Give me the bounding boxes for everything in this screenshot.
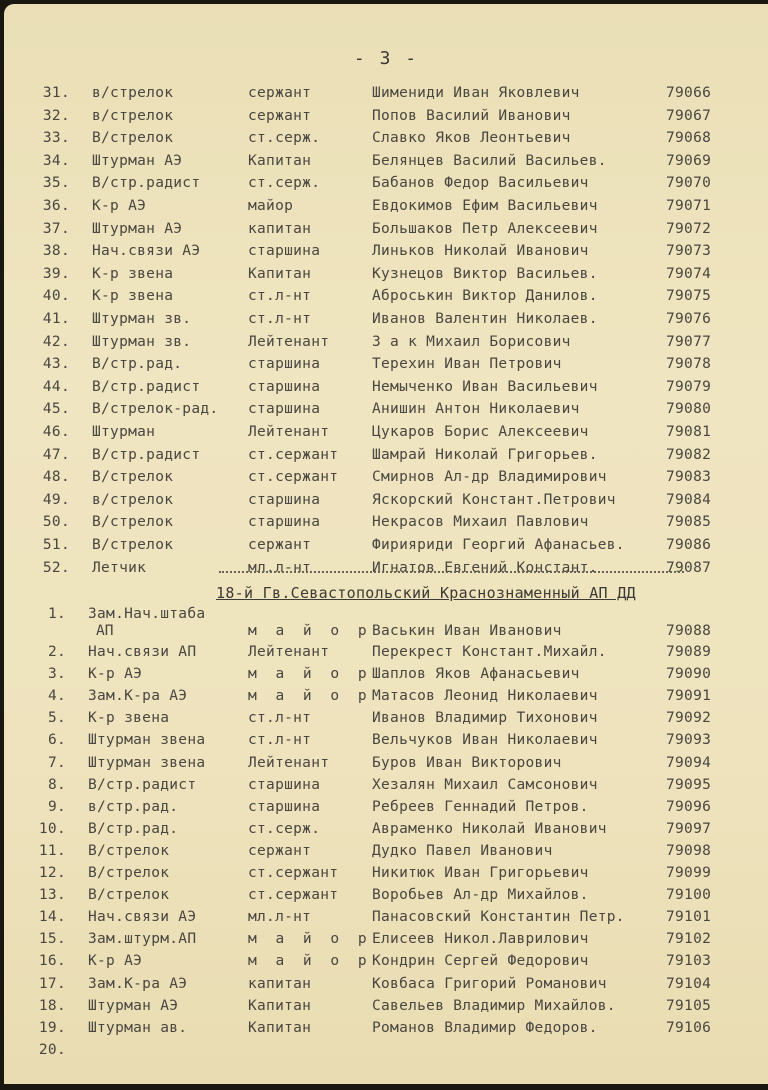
table-row — [4, 819, 768, 840]
full-name: Большаков Петр Алексеевич — [372, 220, 598, 237]
record-id: 79074 — [666, 265, 712, 282]
row-number: 33. — [42, 130, 70, 147]
table-row — [4, 753, 768, 774]
position: В/стр.радист — [92, 378, 201, 395]
position: Штурман АЭ — [88, 997, 179, 1014]
record-id: 79085 — [666, 514, 712, 531]
record-id: 79082 — [666, 446, 712, 463]
table-row — [4, 996, 768, 1017]
full-name: Ковбаса Григорий Романович — [372, 975, 607, 992]
record-id: 79088 — [666, 623, 712, 639]
full-name: Иванов Валентин Николаев. — [372, 311, 598, 327]
record-id: 79099 — [666, 865, 712, 881]
table-row — [4, 196, 768, 217]
position: К-р АЭ — [88, 666, 143, 683]
record-id: 79103 — [666, 953, 712, 970]
record-id: 79097 — [666, 820, 712, 837]
row-number: 5. — [47, 710, 66, 727]
full-name: Шамрай Николай Григорьев. — [372, 446, 598, 463]
full-name: Воробьев Ал-др Михайлов. — [372, 887, 589, 904]
position: в/стр.рад. — [88, 798, 179, 815]
full-name: Бабанов Федор Васильевич — [372, 175, 589, 192]
record-id: 79100 — [666, 887, 712, 904]
record-id: 79105 — [666, 997, 712, 1014]
row-number: 48. — [42, 469, 70, 486]
position: Зам.К-ра АЭ — [88, 975, 188, 992]
position: В/стр.радист — [92, 446, 201, 463]
position: К-р звена — [92, 288, 174, 305]
rank: Капитан — [248, 1019, 312, 1036]
table-row — [4, 797, 768, 818]
table-row — [4, 286, 768, 307]
position: Штурман зв. — [92, 311, 192, 327]
record-id: 79090 — [666, 666, 712, 683]
rank: ст.серж. — [248, 820, 321, 837]
row-number: 7. — [47, 754, 66, 771]
full-name: Романов Владимир Федоров. — [372, 1019, 598, 1036]
position: в/стрелок — [92, 107, 174, 124]
position: Нач.связи АП — [88, 644, 197, 660]
full-name: Панасовский Константин Петр. — [372, 909, 625, 926]
position: в/стрелок — [92, 491, 174, 508]
position: Штурман ав. — [88, 1019, 188, 1036]
record-id: 79098 — [666, 842, 712, 859]
position: В/стрелок — [92, 130, 174, 147]
row-number: 20. — [38, 1041, 66, 1058]
page-number: - 3 - — [353, 48, 419, 69]
full-name: З а к Михаил Борисович — [372, 333, 571, 350]
rank: ст.сержант — [248, 865, 339, 881]
record-id: 79091 — [666, 688, 712, 705]
record-id: 79067 — [666, 107, 712, 124]
rank: Лейтенант — [248, 333, 330, 350]
full-name: Славко Яков Леонтьевич — [372, 130, 571, 147]
row-number: 40. — [42, 288, 70, 305]
rank: м а й о р — [248, 688, 372, 705]
rank: старшина — [248, 514, 321, 531]
record-id: 79075 — [666, 288, 712, 305]
table-row — [4, 467, 768, 488]
position: В/стрелок — [88, 887, 170, 904]
table-row — [4, 264, 768, 285]
row-number: 37. — [42, 220, 70, 237]
rank: мл.л-нт — [248, 909, 312, 926]
position: Нач.связи АЭ — [88, 909, 197, 926]
rank: сержант — [248, 107, 312, 124]
rank: ст.сержант — [248, 887, 339, 904]
full-name: Смирнов Ал-др Владимирович — [372, 469, 607, 486]
row-number: 32. — [42, 107, 70, 124]
position: В/стрелок — [92, 514, 174, 531]
row-number: 38. — [42, 243, 70, 260]
position: Штурман — [92, 424, 156, 440]
row-number: 41. — [42, 311, 70, 327]
full-name: Ребреев Геннадий Петров. — [372, 798, 589, 815]
rank: старшина — [248, 491, 321, 508]
row-number: 42. — [42, 333, 70, 350]
record-id: 79093 — [666, 732, 712, 749]
row-number: 52. — [42, 559, 70, 576]
full-name: Елисеев Никол.Лаврилович — [372, 931, 589, 948]
position: в/стрелок — [92, 85, 174, 101]
table-row — [4, 219, 768, 240]
position: В/стр.рад. — [92, 356, 183, 373]
full-name: Матасов Леонид Николаевич — [372, 688, 598, 705]
table-row — [4, 1040, 768, 1061]
rank: Капитан — [248, 997, 312, 1014]
rank: старшина — [248, 776, 321, 793]
rank: Лейтенант — [248, 644, 330, 660]
row-number: 18. — [38, 997, 66, 1014]
row-number: 34. — [42, 152, 70, 169]
rank: м а й о р — [248, 953, 372, 970]
row-number: 15. — [38, 931, 66, 948]
table-row — [4, 664, 768, 685]
position: Нач.связи АЭ — [92, 243, 201, 260]
record-id: 79089 — [666, 644, 712, 660]
table-row — [4, 885, 768, 906]
full-name: Яскорский Констант.Петрович — [372, 491, 616, 508]
full-name: Кондрин Сергей Федорович — [372, 953, 589, 970]
record-id: 79102 — [666, 931, 712, 948]
record-id: 79076 — [666, 311, 712, 327]
full-name: Кузнецов Виктор Васильев. — [372, 265, 598, 282]
rank: сержант — [248, 842, 312, 859]
record-id: 79094 — [666, 754, 712, 771]
full-name: Хезалян Михаил Самсонович — [372, 776, 598, 793]
table-row — [4, 775, 768, 796]
record-id: 79068 — [666, 130, 712, 147]
rank: Лейтенант — [248, 424, 330, 440]
record-id: 79083 — [666, 469, 712, 486]
row-number: 47. — [42, 446, 70, 463]
table-row — [4, 841, 768, 862]
record-id: 79106 — [666, 1019, 712, 1036]
table-row — [4, 512, 768, 533]
table-row — [4, 83, 768, 104]
row-number: 10. — [38, 820, 66, 837]
row-number: 2. — [47, 644, 66, 660]
position: В/стрелок — [92, 537, 174, 553]
rank: старшина — [248, 378, 321, 395]
table-row — [4, 106, 768, 127]
record-id: 79073 — [666, 243, 712, 260]
full-name: Савельев Владимир Михайлов. — [372, 997, 616, 1014]
row-number: 46. — [42, 424, 70, 440]
table-row — [4, 558, 768, 579]
position: Зам.К-ра АЭ — [88, 688, 188, 705]
rank: м а й о р — [248, 931, 372, 948]
table-row — [4, 332, 768, 353]
full-name: Вельчуков Иван Николаевич — [372, 732, 598, 749]
rank: Капитан — [248, 265, 312, 282]
table-row — [4, 974, 768, 995]
table-row — [4, 730, 768, 751]
row-number: 13. — [38, 887, 66, 904]
table-row — [4, 863, 768, 884]
row-number: 36. — [42, 198, 70, 214]
row-number: 11. — [38, 842, 66, 859]
row-number: 35. — [42, 175, 70, 192]
row-number: 19. — [38, 1019, 66, 1036]
full-name: Шимениди Иван Яковлевич — [372, 85, 580, 101]
rank: старшина — [248, 243, 321, 260]
row-number: 51. — [42, 537, 70, 553]
position: В/стр.радист — [92, 175, 201, 192]
row-number: 16. — [38, 953, 66, 970]
rank: ст.серж. — [248, 130, 321, 147]
table-row — [4, 241, 768, 262]
full-name: Фирияриди Георгий Афанасьев. — [372, 537, 625, 553]
full-name: Авраменко Николай Иванович — [372, 820, 607, 837]
row-number: 45. — [42, 401, 70, 418]
record-id: 79070 — [666, 175, 712, 192]
record-id: 79086 — [666, 537, 712, 553]
table-row — [4, 686, 768, 707]
row-number: 1. — [47, 606, 66, 622]
full-name: Евдокимов Ефим Васильевич — [372, 198, 598, 214]
full-name: Линьков Николай Иванович — [372, 243, 589, 260]
position-continuation: АП — [96, 623, 114, 639]
position: К-р АЭ — [88, 953, 143, 970]
rank: м а й о р — [248, 623, 372, 639]
row-number: 17. — [38, 975, 66, 992]
table-row — [4, 445, 768, 466]
position: В/стр.радист — [88, 776, 197, 793]
record-id: 79087 — [666, 559, 712, 576]
position: Зам.штурм.АП — [88, 931, 197, 948]
record-id: 79104 — [666, 975, 712, 992]
full-name: Буров Иван Викторович — [372, 754, 562, 771]
full-name: Шаплов Яков Афанасьевич — [372, 666, 580, 683]
full-name: Анишин Антон Николаевич — [372, 401, 580, 418]
record-id: 79101 — [666, 909, 712, 926]
table-row — [4, 642, 768, 663]
table-row — [4, 399, 768, 420]
rank: ст.л-нт — [248, 311, 312, 327]
rank: ст.л-нт — [248, 288, 312, 305]
rank: сержант — [248, 537, 312, 553]
position: К-р АЭ — [92, 198, 147, 214]
record-id: 79095 — [666, 776, 712, 793]
position: К-р звена — [88, 710, 170, 727]
rank: майор — [248, 198, 294, 214]
table-row — [4, 535, 768, 556]
row-number: 14. — [38, 909, 66, 926]
record-id: 79077 — [666, 333, 712, 350]
row-number: 31. — [42, 85, 70, 101]
table-row — [4, 907, 768, 928]
position: К-р звена — [92, 265, 174, 282]
row-number: 3. — [47, 666, 66, 683]
full-name: Аброськин Виктор Данилов. — [372, 288, 598, 305]
rank: Капитан — [248, 152, 312, 169]
table-row — [4, 309, 768, 330]
full-name: Терехин Иван Петрович — [372, 356, 562, 373]
position: В/стрелок — [88, 842, 170, 859]
position: В/стр.рад. — [88, 820, 179, 837]
rank: ст.л-нт — [248, 710, 312, 727]
rank: капитан — [248, 220, 312, 237]
section-2-title: 18-й Гв.Севастопольский Краснознаменный АП ДД — [216, 584, 636, 602]
record-id: 79079 — [666, 378, 712, 395]
table-row — [4, 151, 768, 172]
rank: старшина — [248, 356, 321, 373]
table-row — [4, 1018, 768, 1039]
record-id: 79078 — [666, 356, 712, 373]
row-number: 8. — [47, 776, 66, 793]
rank: мл.л-нт — [248, 559, 312, 576]
record-id: 79092 — [666, 710, 712, 727]
rank: капитан — [248, 975, 312, 992]
rank: ст.л-нт — [248, 732, 312, 749]
document-page — [4, 4, 768, 1084]
rank: ст.сержант — [248, 446, 339, 463]
record-id: 79071 — [666, 198, 712, 214]
full-name: Перекрест Констант.Михайл. — [372, 644, 607, 660]
position: Штурман звена — [88, 732, 206, 749]
table-row — [4, 490, 768, 511]
full-name: Иванов Владимир Тихонович — [372, 710, 598, 727]
position: Штурман АЭ — [92, 220, 183, 237]
position: Штурман зв. — [92, 333, 192, 350]
record-id: 79096 — [666, 798, 712, 815]
full-name: Дудко Павел Иванович — [372, 842, 553, 859]
section-divider — [219, 571, 684, 573]
row-number: 12. — [38, 865, 66, 881]
row-number: 6. — [47, 732, 66, 749]
table-row — [4, 708, 768, 729]
row-number: 49. — [42, 491, 70, 508]
full-name: Белянцев Василий Васильев. — [372, 152, 607, 169]
position: Летчик — [92, 559, 147, 576]
record-id: 79084 — [666, 491, 712, 508]
row-number: 39. — [42, 265, 70, 282]
table-row — [4, 377, 768, 398]
record-id: 79069 — [666, 152, 712, 169]
record-id: 79081 — [666, 424, 712, 440]
record-id: 79080 — [666, 401, 712, 418]
table-row — [4, 354, 768, 375]
table-row — [4, 173, 768, 194]
row-number: 44. — [42, 378, 70, 395]
rank: старшина — [248, 401, 321, 418]
record-id: 79066 — [666, 85, 712, 101]
position: Штурман АЭ — [92, 152, 183, 169]
full-name: Цукаров Борис Алексеевич — [372, 424, 589, 440]
full-name: Некрасов Михаил Павлович — [372, 514, 589, 531]
position: В/стрелок-рад. — [92, 401, 219, 418]
rank: сержант — [248, 85, 312, 101]
rank: Лейтенант — [248, 754, 330, 771]
position: Зам.Нач.штаба — [88, 606, 206, 622]
rank: ст.сержант — [248, 469, 339, 486]
full-name: Немыченко Иван Васильевич — [372, 378, 598, 395]
full-name: Никитюк Иван Григорьевич — [372, 865, 589, 881]
table-row — [4, 128, 768, 149]
table-row — [4, 422, 768, 443]
row-number: 4. — [47, 688, 66, 705]
row-number: 9. — [47, 798, 66, 815]
full-name: Игнатов Евгений Констант. — [372, 559, 598, 576]
table-row — [4, 929, 768, 950]
full-name: Васькин Иван Иванович — [372, 623, 562, 639]
rank: м а й о р — [248, 666, 372, 683]
row-number: 50. — [42, 514, 70, 531]
position: В/стрелок — [88, 865, 170, 881]
position: В/стрелок — [92, 469, 174, 486]
full-name: Попов Василий Иванович — [372, 107, 571, 124]
record-id: 79072 — [666, 220, 712, 237]
rank: ст.серж. — [248, 175, 321, 192]
rank: старшина — [248, 798, 321, 815]
position: Штурман звена — [88, 754, 206, 771]
row-number: 43. — [42, 356, 70, 373]
table-row — [4, 951, 768, 972]
